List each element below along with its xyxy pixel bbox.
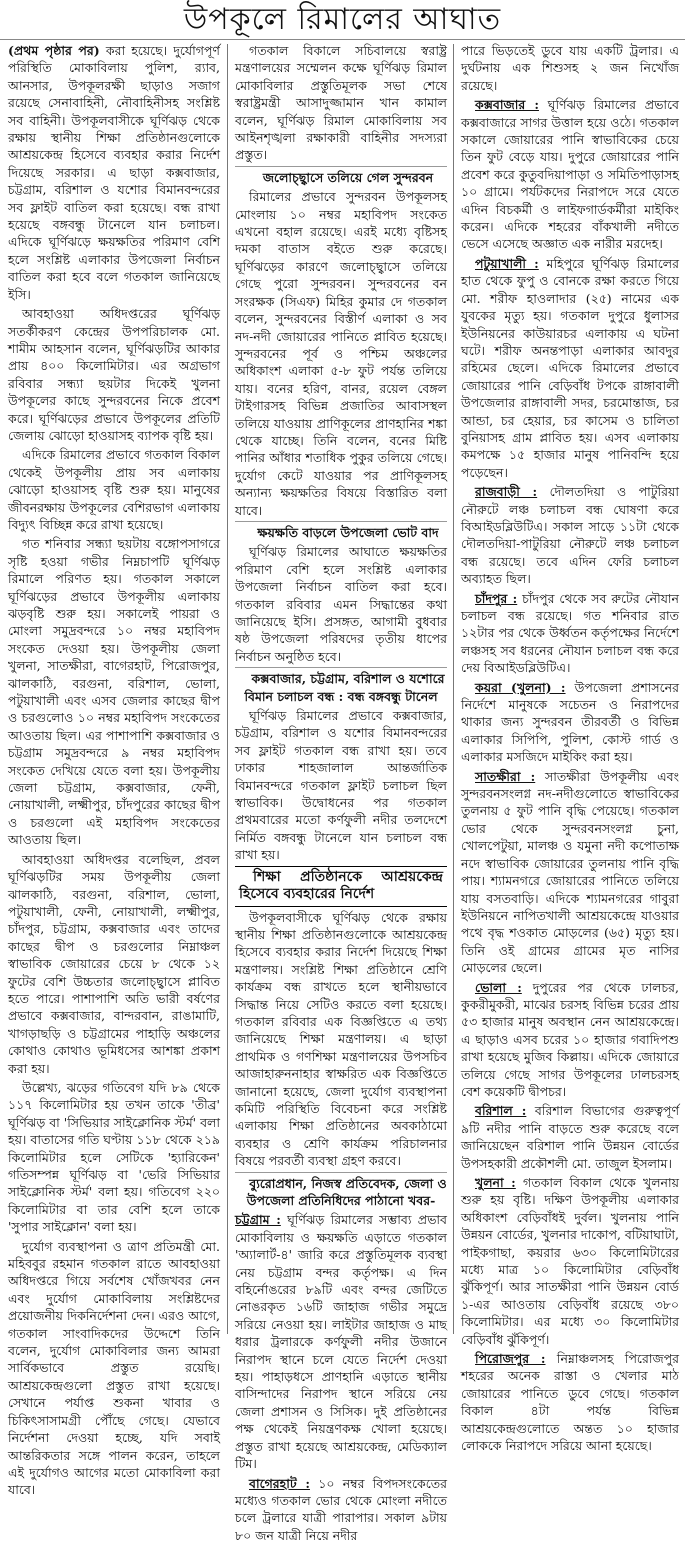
paragraph-text: দুপুরের পর থেকে ঢালচর, কুকরীমুকরী, মাঝের চরসহ বিভিন্ন চরের প্রায় ৫৩ হাজার মানুষ অবস্থান নেন আশ্রয়কেন্দ্রে। এ ছাড়াও এসব চরের ১০ হাজার গবাদিপশু রাখা হয়েছে মুজিব কিল্লায়। এদিকে জোয়ারে তলিয়ে গেছে সাগর উপকূলের ঢালচরসহ বেশ কয়েকটি দ্বীপচর। xyxy=(461,980,679,1099)
place-label: পিরোজপুর : xyxy=(475,1351,546,1366)
place-label: কয়রা (খুলনা) : xyxy=(475,680,566,695)
paragraph xyxy=(461,1102,679,1172)
place-label: বরিশাল : xyxy=(475,1103,526,1118)
column-2 xyxy=(235,42,447,1336)
paragraph: উপকূলবাসীকে ঘূর্ণিঝড় থেকে রক্ষায় স্থানীয় শিক্ষা প্রতিষ্ঠানগুলোকে আশ্রয়কেন্দ্র হিসেবে ব্যবহার করার নির্দেশ দিয়েছে শিক্ষা মন্ত্রণালয়। সংশ্লিষ্ট শিক্ষা প্রতিষ্ঠানে শ্রেণি কার্যক্রম বন্ধ রাখতে হলে স্থানীয়ভাবে সিদ্ধান্ত নিয়ে সেটিও করতে বলা হয়েছে। গতকাল রবিবার এক বিজ্ঞপ্তিতে এ তথ্য জানিয়েছে শিক্ষা মন্ত্রণালয়। এ ছাড়া প্রাথমিক ও গণশিক্ষা মন্ত্রণালয়ের উপসচিব আজাহারুননাহার স্বাক্ষরিত এক বিজ্ঞপ্তিতে জানানো হয়েছে, জেলা দুর্যোগ ব্যবস্থাপনা কমিটি পরিস্থিতি বিবেচনা করে সংশ্লিষ্ট এলাকায় শিক্ষা প্রতিষ্ঠানের অবকাঠামো ব্যবহার ও শ্রেণি কার্যক্রম পরিচালনার বিষয়ে পরবর্তী ব্যবস্থা গ্রহণ করবে। xyxy=(235,909,447,1170)
paragraph-text: ঘূর্ণিঝড় রিমালের সম্ভাব্য প্রভাব মোকাবিলায় ও ক্ষয়ক্ষতি এড়াতে গতকাল 'অ্যালার্ট-৪' জারি করে প্রস্তুতিমূলক ব্যবস্থা নেয় চট্টগ্রাম বন্দর কর্তৃপক্ষ। এ দিন বহির্নোঙরের ৮৯টি এবং বন্দর জেটিতে নোঙরকৃত ১৬টি জাহাজ গভীর সমুদ্রে সরিয়ে নেওয়া হয়। লাইটার জাহাজ ও মাছ ধরার ট্রলারকে কর্ণফুলী নদীর উজানে নিরাপদ স্থানে চলে যেতে নির্দেশ দেওয়া হয়। পাহাড়ধসে প্রাণহানি এড়াতে স্থানীয় বাসিন্দাদের নিরাপদ স্থানে সরিয়ে নেয় জেলা প্রশাসন ও সিসিক। দুই প্রতিষ্ঠানের পক্ষ থেকেই নিয়ন্ত্রণকক্ষ খোলা হয়েছে। প্রস্তুত রাখা হয়েছে আশ্রয়কেন্দ্র, মেডিক্যাল টিম। xyxy=(235,1212,447,1471)
subheading: ক্ষয়ক্ষতি বাড়লে উপজেলা ভোট বাদ xyxy=(235,521,447,541)
subheading: কক্সবাজার, চট্টগ্রাম, বরিশাল ও যশোরে বিমান চলাচল বন্ধ : বন্ধ বঙ্গবন্ধু টানেল xyxy=(235,667,447,705)
paragraph-text: বরিশাল বিভাগের গুরুত্বপূর্ণ ৯টি নদীর পানি বাড়তে শুরু করেছে বলে জানিয়েছেন বরিশাল পানি উন্নয়ন বোর্ডের উপসহকারী প্রকৌশলী মো. তাজুল ইসলাম। xyxy=(461,1103,679,1170)
paragraph-text: মহিপুরে ঘূর্ণিঝড় রিমালের হাত থেকে ফুপু ও বোনকে রক্ষা করতে গিয়ে মো. শরীফ হাওলাদার (২৫) নামের এক যুবকের মৃত্যু হয়। গতকাল দুপুরে ধুলাসর ইউনিয়নের কাউয়ারচর এলাকায় এ ঘটনা ঘটে। শরীফ অনন্তপাড়া এলাকার আবদুর রহিমের ছেলে। এদিকে রিমালের প্রভাবে জোয়ারের পানি বেড়িবাঁধ টপকে রাঙ্গাবালী উপজেলার রাঙ্গাবালী সদর, চরমোন্তাজ, চর আন্ডা, চর হেয়ার, চর কাসেম ও চালিতা বুনিয়াসহ গ্রাম প্লাবিত হয়। এসব এলাকায় কমপক্ষে ১৫ হাজার মানুষ পানিবন্দি হয়ে পড়েছেন। xyxy=(461,256,679,480)
paragraph: এদিকে রিমালের প্রভাবে গতকাল বিকাল থেকেই উপকূলীয় প্রায় সব এলাকায় ঝোড়ো হাওয়াসহ বৃষ্টি শুরু হয়। মানুষের জীবনরক্ষায় উপকূলের বেশিরভাগ এলাকায় বিদ্যুৎ বিচ্ছিন্ন করে রাখা হয়েছে। xyxy=(8,446,220,533)
headline: উপকূলে রিমালের আঘাত xyxy=(0,0,685,40)
paragraph xyxy=(461,1174,679,1348)
place-label: কক্সবাজার : xyxy=(475,97,539,112)
paragraph-text: গতকাল বিকাল থেকে খুলনায় শুরু হয় বৃষ্টি। দক্ষিণ উপকূলীয় এলাকার অধিকাংশ বেড়িবাঁধই দুর্বল। খুলনায় পানি উন্নয়ন বোর্ডের, খুলনার দাকোপ, বটিয়াঘাটা, পাইকগাছা, কয়রার ৬৩০ কিলোমিটারের মধ্যে মাত্র ১০ কিলোমিটার বেড়িবাঁধ ঝুঁকিপূর্ণ। আর সাতক্ষীরা পানি উন্নয়ন বোর্ড ১-এর আওতায় বেড়িবাঁধ রয়েছে ৩৮০ কিলোমিটার। এর মধ্যে ৩০ কিলোমিটার বেড়িবাঁধ ঝুঁকিপূর্ণ। xyxy=(461,1175,679,1347)
paragraph xyxy=(461,768,679,977)
place-label: রাজবাড়ী : xyxy=(475,484,537,499)
paragraph-text: উপজেলা প্রশাসনের নির্দেশে মানুষকে সচেতন ও নিরাপদের থাকার জন্য সুন্দরবন তীরবর্তী ও বিভিন্ন এলাকার সিপিপি, পুলিশ, কোস্ট গার্ড ও এলাকার মসজিদে মাইকিং করা হয়। xyxy=(461,680,679,765)
paragraph xyxy=(461,483,679,587)
paragraph-text: চাঁদপুর থেকে সব রুটের নৌযান চলাচল বন্ধ রয়েছে। গত শনিবার রাত ১২টার পর থেকে উর্ধ্বতন কর্তৃপক্ষের নির্দেশে লঞ্চসহ সব ধরনের নৌযান চলাচল বন্ধ করে দেয় বিআইডব্লিউটিএ। xyxy=(461,591,679,676)
column-divider-1 xyxy=(227,44,228,1334)
paragraph: ঘূর্ণিঝড় রিমালের প্রভাবে কক্সবাজার, চট্টগ্রাম, বরিশাল ও যশোর বিমানবন্দরের সব ফ্লাইট গতকাল বন্ধ রাখা হয়। তবে ঢাকার শাহজালাল আন্তর্জাতিক বিমানবন্দরে গতকাল ফ্লাইট চলাচল ছিল স্বাভাবিক। উদ্বোধনের পর গতকাল প্রথমবারের মতো কর্ণফুলী নদীর তলদেশে নির্মিত বঙ্গবন্ধু টানেলে যান চলাচল বন্ধ রাখা হয়। xyxy=(235,707,447,864)
paragraph xyxy=(461,255,679,481)
subheading: ব্যুরোপ্রধান, নিজস্ব প্রতিবেদক, জেলা ও উপজেলা প্রতিনিধিদের পাঠানো খবর- xyxy=(235,1172,447,1210)
place-label: পটুয়াখালী : xyxy=(475,256,539,271)
paragraph-text: ঘূর্ণিঝড় রিমালের প্রভাবে কক্সবাজারে সাগর উত্তাল হয়ে ওঠে। গতকাল সকালে জোয়ারের পানি স্বাভাবিকের চেয়ে তিন ফুট বেড়ে যায়। দুপুরে জোয়ারের পানি প্রবেশ করে কুতুবদিয়াপাড়া ও সমিতিপাড়াসহ ১০ গ্রামে। পর্যটকদের নিরাপদে সরে যেতে এদিন বিচকর্মী ও লাইফগার্ডকর্মীরা মাইকিং করেন। এদিকে শহরের বাঁকখালী নদীতে ভেসে এসেছে অজ্ঞাত এক নারীর মরদেহ। xyxy=(461,97,679,251)
paragraph xyxy=(461,96,679,253)
paragraph xyxy=(461,679,679,766)
paragraph: উল্লেখ্য, ঝড়ের গতিবেগ যদি ৮৯ থেকে ১১৭ কিলোমিটার হয় তখন তাকে 'তীব্র' ঘূর্ণিঝড় বা 'সিভিয়ার সাইক্লোনিক স্টর্ম' বলা হয়। বাতাসের গতি ঘণ্টায় ১১৮ থেকে ২১৯ কিলোমিটার হলে সেটিকে 'হ্যারিকেন' গতিসম্পন্ন ঘূর্ণিঝড় বা 'ভেরি সিভিয়ার সাইক্লোনিক স্টর্ম' বলা হয়। গতিবেগ ২২০ কিলোমিটার বা তার বেশি হলে তাকে 'সুপার সাইক্লোন' বলা হয়। xyxy=(8,1079,220,1236)
continued-marker: (প্রথম পৃষ্ঠার পর) xyxy=(8,43,100,58)
place-label: সাতক্ষীরা : xyxy=(475,769,535,784)
column-divider-2 xyxy=(453,44,454,1334)
paragraph-text: দৌলতদিয়া ও পাটুরিয়া নৌরুটে লঞ্চ চলাচল বন্ধ ঘোষণা করে বিআইডব্লিউটিএ। সকাল সাড়ে ১১টা থেকে দৌলতদিয়া-পাটুরিয়া নৌরুটে লঞ্চ চলাচল বন্ধ রয়েছে। তবে এদিন ফেরি চলাচল অব্যাহত ছিল। xyxy=(461,484,679,586)
place-label: চাঁদপুর : xyxy=(475,591,517,606)
column-1 xyxy=(8,42,220,1336)
paragraph-text: সাতক্ষীরা উপকূলীয় এবং সুন্দরবনসংলগ্ন নদ-নদীগুলোতে স্বাভাবিকের তুলনায় ৫ ফুট পানি বৃদ্ধি পেয়েছে। গতকাল ভোর থেকে সুন্দরবনসংলগ্ন চুনা, খোলপেটুয়া, মালঞ্চ ও যমুনা নদী কপোতাক্ষ নদে স্বাভাবিক জোয়ারের তুলনায় পানি বৃদ্ধি পায়। শ্যামনগরে জোয়ারের পানিতে তলিয়ে যায় বসতবাড়ি। এদিকে শ্যামনগরের গাবুরা ইউনিয়নে নাপিতখালী আশ্রয়কেন্দ্রে যাওয়ার পথে বৃদ্ধ শওকাত মোড়লের (৬৫) মৃত্যু হয়। তিনি ওই গ্রামের গ্রামের মৃত নাসির মোড়লের ছেলে। xyxy=(461,769,679,975)
paragraph-text: করা হয়েছে। দুর্যোগপূর্ণ পরিস্থিতি মোকাবিলায় পুলিশ, র‍্যাব, আনসার, উপকূলরক্ষী ছাড়াও সজাগ রয়েছে সেনাবাহিনী, নৌবাহিনীসহ সংশ্লিষ্ট সব বাহিনী। উপকূলবাসীকে ঘূর্ণিঝড় থেকে রক্ষায় স্থানীয় শিক্ষা প্রতিষ্ঠানগুলোকে আশ্রয়কেন্দ্র হিসেবে ব্যবহার করার নির্দেশ দিয়েছে সরকার। এ ছাড়া কক্সবাজার, চট্টগ্রাম, বরিশাল ও যশোর বিমানবন্দরের সব ফ্লাইট বাতিল করা হয়েছে। বন্ধ রাখা হয়েছে বঙ্গবন্ধু টানেলে যান চলাচল। এদিকে ঘূর্ণিঝড়ে ক্ষয়ক্ষতির পরিমাণ বেশি হলে সংশ্লিষ্ট এলাকার উপজেলা নির্বাচন বাতিল করা হবে বলে গতকাল জানিয়েছে ইসি। xyxy=(8,43,220,302)
paragraph xyxy=(235,1211,447,1472)
paragraph: গতকাল বিকালে সচিবালয়ে স্বরাষ্ট্র মন্ত্রণালয়ের সম্মেলন কক্ষে ঘূর্ণিঝড় রিমাল মোকাবিলার প্রস্তুতিমূলক সভা শেষে স্বরাষ্ট্রমন্ত্রী আসাদুজ্জামান খান কামাল বলেন, ঘূর্ণিঝড় রিমাল মোকাবিলায় সব আইনশৃঙ্খলা রক্ষাকারী বাহিনীর সদস্যরা প্রস্তুত। xyxy=(235,42,447,164)
paragraph: পারে ভিড়তেই ডুবে যায় একটি ট্রলার। এ দুর্ঘটনায় এক শিশুসহ ২ জন নিখোঁজ রয়েছে। xyxy=(461,42,679,94)
place-label: বাগেরহাট : xyxy=(249,1476,310,1491)
paragraph: রিমালের প্রভাবে সুন্দরবন উপকূলসহ মোংলায় ১০ নম্বর মহাবিপদ সংকেত এখনো বহাল রয়েছে। এরই মধ্যে বৃষ্টিসহ দমকা বাতাস বইতে শুরু করেছে। ঘূর্ণিঝড়ের কারণে জলোচ্ছ্বাসে তলিয়ে গেছে পুরো সুন্দরবন। সুন্দরবনের বন সংরক্ষক (সিএফ) মিহির কুমার দে গতকাল বলেন, সুন্দরবনের বিস্তীর্ণ এলাকা ও সব নদ-নদী জোয়ারের পানিতে প্লাবিত হয়েছে। সুন্দরবনের পূর্ব ও পশ্চিম অঞ্চলের অধিকাংশ এলাকা ৫-৮ ফুট পর্যন্ত তলিয়ে যায়। বনের হরিণ, বানর, রয়েল বেঙ্গল টাইগারসহ বিভিন্ন প্রজাতির আবাসস্থল তলিয়ে যাওয়ায় প্রাণিকূলের প্রাণহানির শঙ্কা থেকে যাচ্ছে। তিনি বলেন, বনের মিষ্টি পানির আঁধার শতাধিক পুকুর তলিয়ে গেছে। দুর্যোগ কেটে যাওয়ার পর প্রাণিকূলসহ অন্যান্য ক্ষয়ক্ষতির বিষয়ে বিস্তারিত বলা যাবে। xyxy=(235,188,447,519)
paragraph: আবহাওয়া অধিদপ্তরের ঘূর্ণিঝড় সতর্কীকরণ কেন্দ্রের উপপরিচালক মো. শামীম আহসান বলেন, ঘূর্ণিঝড়টির আকার প্রায় ৪০০ কিলোমিটার। এর অগ্রভাগ রবিবার সন্ধ্যা ছয়টার দিকেই খুলনা উপকূলের কাছে সুন্দরবনের নিকে প্রবেশ করে। ঘূর্ণিঝড়ের প্রভাবে উপকূলের প্রতিটি জেলায় ঝোড়ো হাওয়াসহ ব্যাপক বৃষ্টি হয়। xyxy=(8,305,220,444)
paragraph-text: নিম্নাঞ্চলসহ পিরোজপুর শহরের অনেক রাস্তা ও খেলার মাঠ জোয়ারের পানিতে ডুবে গেছে। গতকাল বিকাল ৪টা পর্যন্ত বিভিন্ন আশ্রয়কেন্দ্রগুলোতে অন্তত ১০ হাজার লোককে নিরাপদে সরিয়ে আনা হয়েছে। xyxy=(461,1351,679,1453)
paragraph xyxy=(461,590,679,677)
paragraph xyxy=(8,42,220,303)
paragraph xyxy=(235,1475,447,1544)
paragraph xyxy=(461,1350,679,1454)
place-label: খুলনা : xyxy=(475,1175,516,1190)
paragraph xyxy=(461,979,679,1101)
place-label: ভোলা : xyxy=(475,980,522,995)
paragraph: ঘূর্ণিঝড় রিমালের আঘাতে ক্ষয়ক্ষতির পরিমাণ বেশি হলে সংশ্লিষ্ট এলাকার উপজেলা নির্বাচন বাতিল করা হবে। গতকাল রবিবার এমন সিদ্ধান্তের কথা জানিয়েছে ইসি। প্রসঙ্গত, আগামী বুধবার ষষ্ঠ উপজেলা পরিষদের তৃতীয় ধাপের নির্বাচন অনুষ্ঠিত হবে। xyxy=(235,543,447,665)
column-3 xyxy=(461,42,679,1336)
subheading-box: শিক্ষা প্রতিষ্ঠানকে আশ্রয়কেন্দ্র হিসেবে ব্যবহারের নির্দেশ xyxy=(235,866,447,907)
paragraph-text: ১০ নম্বর বিপদসংকেতের মধ্যেও গতকাল ভোর থেকে মোংলা নদীতে চলে ট্রলারে যাত্রী পারাপার। সকাল ৯টায় ৮০ জন যাত্রী নিয়ে নদীর xyxy=(235,1476,447,1543)
place-label: চট্টগ্রাম : xyxy=(235,1212,281,1227)
paragraph: দুর্যোগ ব্যবস্থাপনা ও ত্রাণ প্রতিমন্ত্রী মো. মহিববুর রহমান গতকাল রাতে আবহাওয়া অধিদপ্তরে গিয়ে সর্বশেষ খোঁজখবর নেন এবং দুর্যোগ মোকাবিলায় সংশ্লিষ্টদের প্রয়োজনীয় দিকনির্দেশনা দেন। এরও আগে, গতকাল সাংবাদিকদের উদ্দেশে তিনি বলেন, দুর্যোগ মোকাবিলার জন্য আমরা সার্বিকভাবে প্রস্তুত রয়েছি। আশ্রয়কেন্দ্রগুলো প্রস্তুত রাখা হয়েছে। সেখানে পর্যাপ্ত শুকনা খাবার ও চিকিৎসাসামগ্রী পৌঁছে গেছে। যেভাবে নির্দেশনা দেওয়া হচ্ছে, যদি সবাই আন্তরিকতার সঙ্গে পালন করেন, তাহলে এই দুর্যোগও আগের মতো মোকাবিলা করা যাবে। xyxy=(8,1238,220,1499)
paragraph: গত শনিবার সন্ধ্যা ছয়টায় বঙ্গোপসাগরে সৃষ্টি হওয়া গভীর নিম্নচাপটি ঘূর্ণিঝড় রিমালে পরিণত হয়। গতকাল সকালে ঘূর্ণিঝড়ের প্রভাবে উপকূলীয় এলাকায় ঝড়বৃষ্টি শুরু হয়। সকালেই পায়রা ও মোংলা সমুদ্রবন্দরে ১০ নম্বর মহাবিপদ সংকেত দেওয়া হয়। উপকূলীয় জেলা খুলনা, সাতক্ষীরা, বাগেরহাট, পিরোজপুর, ঝালকাঠি, বরগুনা, বরিশাল, ভোলা, পটুয়াখালী এবং এসব জেলার কাছের দ্বীপ ও চরগুলোও ১০ নম্বর মহাবিপদ সংকেতের আওতায় ছিল। এর পাশাপাশি কক্সবাজার ও চট্টগ্রাম সমুদ্রবন্দরে ৯ নম্বর মহাবিপদ সংকেত দেখিয়ে যেতে বলা হয়। উপকূলীয় জেলা চট্টগ্রাম, কক্সবাজার, ফেনী, নোয়াখালী, লক্ষ্মীপুর, চাঁদপুরের কাছের দ্বীপ ও চরগুলো এই মহাবিপদ সংকেতের আওতায় ছিল। xyxy=(8,535,220,848)
paragraph: আবহাওয়া অধিদপ্তর বলেছিল, প্রবল ঘূর্ণিঝড়টির সময় উপকূলীয় জেলা ঝালকাঠি, বরগুনা, বরিশাল, ভোলা, পটুয়াখালী, ফেনী, নোয়াখালী, লক্ষ্মীপুর, চাঁদপুর, চট্টগ্রাম, কক্সবাজার এবং তাদের কাছের দ্বীপ ও চরগুলোর নিম্নাঞ্চল স্বাভাবিক জোয়ারের চেয়ে ৮ থেকে ১২ ফুটের বেশি উচ্চতার জলোচ্ছ্বাসে প্লাবিত হতে পারে। পাশাপাশি অতি ভারী বর্ষণের প্রভাবে কক্সবাজার, বান্দরবান, রাঙামাটি, খাগড়াছড়ি ও চট্টগ্রামের পাহাড়ি অঞ্চলের কোথাও কোথাও ভূমিধসের আশঙ্কা প্রকাশ করা হয়। xyxy=(8,851,220,1077)
subheading: জলোচ্ছ্বাসে তলিয়ে গেল সুন্দরবন xyxy=(235,166,447,186)
